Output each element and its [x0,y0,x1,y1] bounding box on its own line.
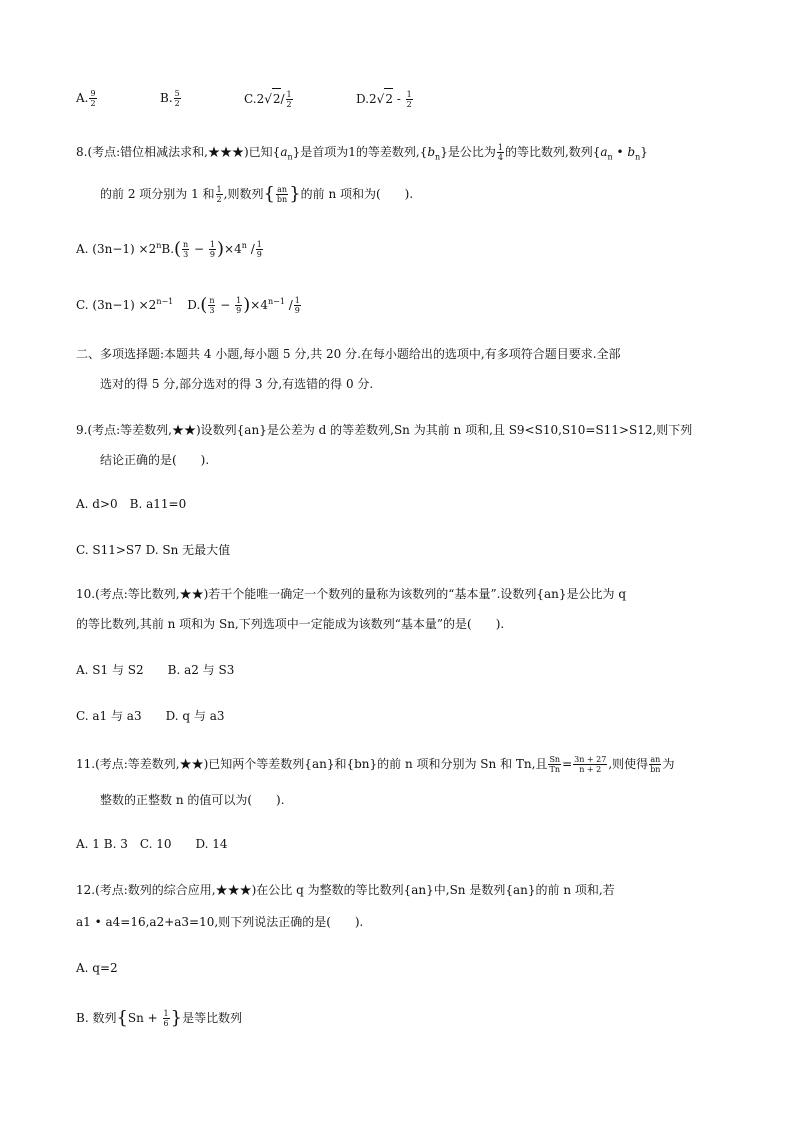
q9-stem-line1: 9.(考点:等差数列,★★)设数列{an}是公差为 d 的等差数列,Sn 为其前 n 项和,且 S9<S10,S10=S11>S12,则下列 [76,423,693,437]
q11-options: A. 1 B. 3 C. 10 D. 14 [76,837,228,851]
q8-options-ab: A. $(3n-1) \times 2^nB$.( $\frac{n}{3}$ − $\frac{1}{9}$ )$\times 4^n$ / $\frac{1}{9}$ [76,238,262,260]
section-heading-line2: 选对的得 5 分,部分选对的得 3 分,有选错的得 0 分. [100,377,374,391]
sqrt-sign: √ [376,92,385,106]
q12-option-a: A. q=2 [76,961,118,975]
sqrt-sign: √ [264,92,272,106]
q9-stem-line2: 结论正确的是( ). [100,453,210,467]
radicand: 2 [272,88,281,109]
fraction: $\frac{1}{2}$ [216,185,222,204]
radicand: 2 [384,88,393,109]
fraction: $\frac{1}{2}$ [406,90,412,109]
fraction: $\frac{9}{2}$ [90,89,96,108]
q11-stem-line1: 11.(考点:等差数列,★★)已知两个等差数列{an}和{bn}的前 n 项和分别为 Sn 和 Tn,且 $\frac{Sn}{Tn}$ = $\frac{3n + 27}{n + 2}$ ,则使得 $\frac{an}{bn}$ 为 [76,755,675,774]
q8-options-cd: C. $(3n-1) \times 2^{n-1}$ D.( $\frac{n}{3}$ − $\frac{1}{9}$ )$\times 4^{n-1}$ / $\frac{1}{9}$ [76,294,300,316]
fraction: $\frac{an}{bn}$ [650,755,661,774]
fraction: $\frac{an}{bn}$ [276,185,288,204]
fraction: $\frac{Sn}{Tn}$ [549,755,561,774]
option-label: C.2 [244,92,265,106]
q11-stem-line2: 整数的正整数 n 的值可以为( ). [100,793,285,807]
q8-stem-line1: 8.(考点:错位相减法求和,★★★)已知$\{a_n\}$是首项为1的等差数列$,\{b_n\}$是公比为 $\frac{1}{4}$ 的等比数列,数列{$a_n$ • $b_n$} [76,143,648,162]
q10-stem-line2: 的等比数列,其前 n 项和为 Sn,下列选项中一定能成为该数列“基本量”的是( ). [76,617,505,631]
q7-option-c: C.2√2/ $\frac{1}{2}$ [244,90,292,109]
q8-stem-line2: 的前 2 项分别为 1 和 $\frac{1}{2}$ ,则数列{ $\frac{an}{bn}$ }的前 n 项和为( ). [100,183,414,205]
section-heading: 二、多项选择题:本题共 4 小题,每小题 5 分,共 20 分.在每小题给出的选项中,有多项符合题目要求.全部 [76,347,621,361]
fraction: $\frac{5}{2}$ [174,89,180,108]
q12-option-b: B. 数列{Sn + $\frac{1}{6}$ }是等比数列 [76,1007,243,1029]
q12-stem-line1: 12.(考点:数列的综合应用,★★★)在公比 q 为整数的等比数列{an}中,Sn 是数列{an}的前 n 项和,若 [76,883,615,897]
fraction: $\frac{1}{2}$ [286,90,292,109]
q9-options-cd: C. S11>S7 D. Sn 无最大值 [76,543,231,557]
q10-options-ab: A. S1 与 S2 B. a2 与 S3 [76,663,235,677]
option-label: D.2 [356,92,377,106]
fraction: $\frac{1}{6}$ [163,1009,169,1028]
option-label: B. [160,91,173,105]
q9-options-ab: A. d>0 B. a11=0 [76,497,187,511]
fraction: $\frac{1}{4}$ [497,143,503,162]
q7-option-b [160,88,182,108]
option-label: A. [76,91,89,105]
q7-option-d: D.2√2 - $\frac{1}{2}$ [356,90,412,109]
q10-stem-line1: 10.(考点:等比数列,★★)若干个能唯一确定一个数列的量称为该数列的“基本量”.设数列{an}是公比为 q [76,587,627,601]
fraction: $\frac{3n + 27}{n + 2}$ [574,755,607,774]
q7-option-a [76,88,98,108]
q12-stem-line2: a1 • a4=16,a2+a3=10,则下列说法正确的是( ). [76,915,364,929]
q10-options-cd: C. a1 与 a3 D. q 与 a3 [76,709,225,723]
